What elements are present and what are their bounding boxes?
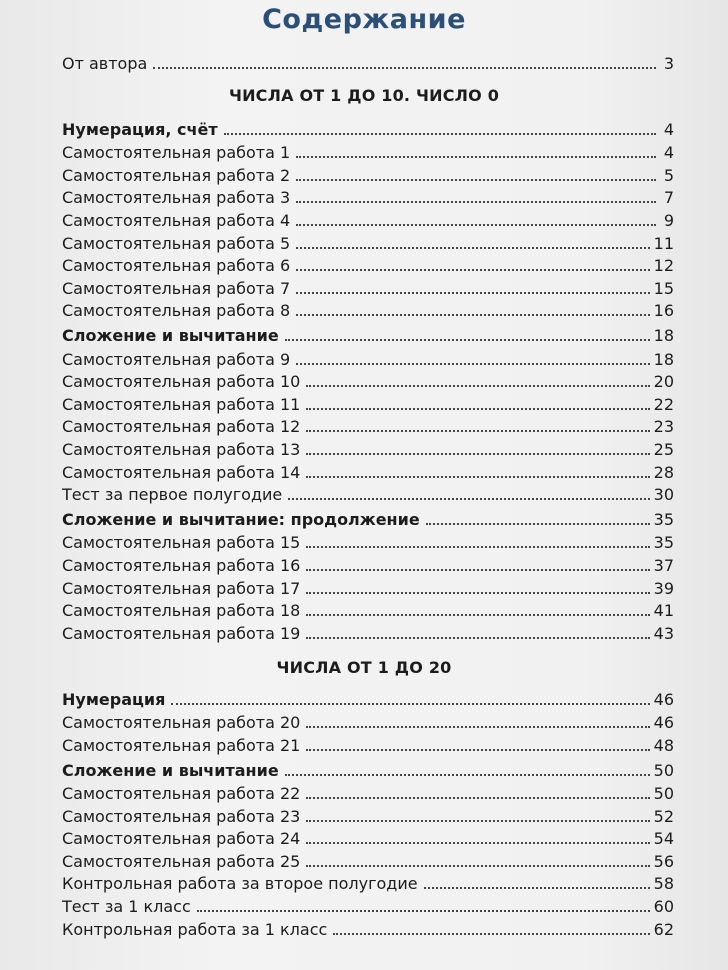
toc-page-number: 35 bbox=[653, 533, 674, 553]
toc-group-heading bbox=[62, 506, 674, 529]
dot-leader bbox=[306, 545, 649, 548]
toc-page-number: 4 bbox=[663, 120, 674, 139]
toc-entry-label: Самостоятельная работа 3 bbox=[62, 188, 291, 208]
dot-leader bbox=[306, 748, 649, 751]
toc-entry-label: Самостоятельная работа 8 bbox=[62, 301, 291, 321]
dot-leader bbox=[296, 178, 656, 181]
toc-entry bbox=[62, 230, 674, 253]
toc-entry bbox=[62, 825, 674, 848]
toc-entry bbox=[62, 436, 674, 459]
toc-page-number: 58 bbox=[653, 874, 674, 894]
dot-leader bbox=[306, 475, 649, 478]
toc-page-number: 48 bbox=[653, 735, 674, 755]
toc-entry-label: Самостоятельная работа 23 bbox=[62, 806, 301, 826]
toc-entry-label: Самостоятельная работа 1 bbox=[62, 143, 291, 163]
toc-page-number: 22 bbox=[653, 394, 674, 414]
toc-page-number: 28 bbox=[653, 462, 674, 482]
toc-page-number: 37 bbox=[653, 555, 674, 575]
toc-entry bbox=[62, 893, 674, 916]
dot-leader bbox=[197, 909, 650, 912]
toc-entry-label: Нумерация, счёт bbox=[62, 120, 218, 139]
dot-leader bbox=[296, 200, 656, 203]
toc-entry bbox=[62, 848, 674, 871]
dot-leader bbox=[306, 796, 649, 799]
toc-page-number: 35 bbox=[653, 510, 674, 530]
toc-entry-label: Тест за первое полугодие bbox=[62, 485, 283, 505]
toc-entry bbox=[62, 297, 674, 320]
dot-leader bbox=[306, 613, 649, 616]
toc-entry-label: Самостоятельная работа 2 bbox=[62, 165, 291, 185]
toc-entry-label: Самостоятельная работа 15 bbox=[62, 533, 301, 553]
toc-page-number: 20 bbox=[653, 372, 674, 392]
dot-leader bbox=[285, 773, 650, 776]
dot-leader bbox=[424, 886, 650, 889]
toc-entry bbox=[62, 597, 674, 620]
dot-leader bbox=[306, 429, 649, 432]
dot-leader bbox=[296, 268, 649, 271]
dot-leader bbox=[296, 291, 649, 294]
toc-entry bbox=[62, 575, 674, 598]
toc-page-number: 41 bbox=[653, 601, 674, 621]
toc-entry-label: Самостоятельная работа 21 bbox=[62, 735, 301, 755]
dot-leader bbox=[306, 591, 649, 594]
dot-leader bbox=[224, 132, 656, 135]
toc-entry bbox=[62, 139, 674, 162]
toc-entry-label: Самостоятельная работа 20 bbox=[62, 713, 301, 733]
toc-entry-label: Самостоятельная работа 7 bbox=[62, 278, 291, 298]
toc-page-number: 7 bbox=[663, 188, 674, 208]
toc-entry-label: Сложение и вычитание bbox=[62, 326, 279, 346]
toc-page-number: 18 bbox=[653, 326, 674, 346]
dot-leader bbox=[296, 313, 649, 316]
toc-page-number: 23 bbox=[653, 417, 674, 437]
toc-entry bbox=[62, 732, 674, 755]
toc-entry bbox=[62, 709, 674, 732]
toc-page-number: 54 bbox=[653, 829, 674, 849]
dot-leader bbox=[306, 452, 649, 455]
toc-group-heading bbox=[62, 322, 674, 345]
toc-page-number: 50 bbox=[653, 783, 674, 803]
toc-entry-label: Самостоятельная работа 19 bbox=[62, 623, 301, 643]
toc-entry-label: Самостоятельная работа 14 bbox=[62, 462, 301, 482]
dot-leader bbox=[296, 246, 649, 249]
toc-page-number: 39 bbox=[653, 578, 674, 598]
toc-page-number: 5 bbox=[663, 165, 674, 185]
dot-leader bbox=[306, 407, 649, 410]
toc-entry-label: Самостоятельная работа 16 bbox=[62, 555, 301, 575]
dot-leader bbox=[306, 636, 649, 639]
page-title: Содержание bbox=[262, 4, 466, 35]
toc-entry bbox=[62, 252, 674, 275]
dot-leader bbox=[306, 841, 649, 844]
toc-page-number: 56 bbox=[653, 851, 674, 871]
toc-entry-label: Контрольная работа за второе полугодие bbox=[62, 874, 418, 894]
toc-page-number: 46 bbox=[653, 713, 674, 733]
toc-section-heading: ЧИСЛА ОТ 1 ДО 10. ЧИСЛО 0 bbox=[228, 86, 500, 105]
toc-page-number: 43 bbox=[653, 623, 674, 643]
toc-entry-label: Самостоятельная работа 11 bbox=[62, 394, 301, 414]
toc-entry bbox=[62, 50, 674, 73]
toc-entry-label: Контрольная работа за 1 класс bbox=[62, 919, 328, 939]
toc-page-number: 12 bbox=[653, 256, 674, 276]
toc-entry-label: От автора bbox=[62, 54, 148, 73]
toc-entry-label: Самостоятельная работа 6 bbox=[62, 256, 291, 276]
dot-leader bbox=[306, 819, 649, 822]
toc-group-heading bbox=[62, 116, 674, 139]
dot-leader bbox=[426, 522, 650, 525]
dot-leader bbox=[306, 725, 649, 728]
toc-page-number: 30 bbox=[653, 485, 674, 505]
toc-entry-label: Самостоятельная работа 4 bbox=[62, 210, 291, 230]
toc-entry-label: Самостоятельная работа 25 bbox=[62, 851, 301, 871]
dot-leader bbox=[306, 384, 649, 387]
toc-group-heading bbox=[62, 757, 674, 780]
toc-group-heading bbox=[62, 686, 674, 709]
toc-entry bbox=[62, 184, 674, 207]
toc-entry bbox=[62, 529, 674, 552]
toc-entry bbox=[62, 207, 674, 230]
toc-entry bbox=[62, 620, 674, 643]
toc-entry bbox=[62, 552, 674, 575]
toc-page-number: 3 bbox=[663, 54, 674, 73]
toc-page-number: 60 bbox=[653, 896, 674, 916]
toc-entry-label: Нумерация bbox=[62, 690, 166, 709]
dot-leader bbox=[171, 702, 649, 705]
toc-entry bbox=[62, 870, 674, 893]
toc-entry bbox=[62, 481, 674, 504]
toc-entry bbox=[62, 346, 674, 369]
toc-entry-label: Самостоятельная работа 9 bbox=[62, 349, 291, 369]
toc-entry bbox=[62, 275, 674, 298]
dot-leader bbox=[333, 932, 649, 935]
toc-entry bbox=[62, 391, 674, 414]
toc-page-number: 15 bbox=[653, 278, 674, 298]
toc-page-number: 9 bbox=[663, 210, 674, 230]
toc-entry-label: Сложение и вычитание bbox=[62, 760, 279, 780]
toc-page-number: 16 bbox=[653, 301, 674, 321]
dot-leader bbox=[296, 362, 649, 365]
toc-entry bbox=[62, 162, 674, 185]
toc-entry-label: Сложение и вычитание: продолжение bbox=[62, 510, 420, 530]
dot-leader bbox=[296, 155, 656, 158]
toc-page-number: 4 bbox=[663, 143, 674, 163]
toc-entry bbox=[62, 916, 674, 939]
toc-entry-label: Самостоятельная работа 24 bbox=[62, 829, 301, 849]
toc-entry-label: Самостоятельная работа 12 bbox=[62, 417, 301, 437]
dot-leader bbox=[285, 338, 650, 341]
toc-entry bbox=[62, 459, 674, 482]
dot-leader bbox=[306, 864, 649, 867]
toc-page-number: 46 bbox=[653, 690, 674, 709]
toc-page-number: 62 bbox=[653, 919, 674, 939]
toc-entry-label: Самостоятельная работа 17 bbox=[62, 578, 301, 598]
toc-entry-label: Самостоятельная работа 22 bbox=[62, 783, 301, 803]
toc-entry-label: Самостоятельная работа 10 bbox=[62, 372, 301, 392]
toc-entry bbox=[62, 413, 674, 436]
toc-entry-label: Самостоятельная работа 13 bbox=[62, 439, 301, 459]
toc-page-number: 18 bbox=[653, 349, 674, 369]
toc-section-heading: ЧИСЛА ОТ 1 ДО 20 bbox=[276, 658, 452, 677]
dot-leader bbox=[296, 223, 656, 226]
toc-page-number: 50 bbox=[653, 760, 674, 780]
toc-entry bbox=[62, 780, 674, 803]
toc-page-number: 25 bbox=[653, 439, 674, 459]
toc-entry-label: Тест за 1 класс bbox=[62, 896, 191, 916]
toc-page-number: 52 bbox=[653, 806, 674, 826]
dot-leader bbox=[288, 497, 649, 500]
toc-entry bbox=[62, 368, 674, 391]
toc-entry-label: Самостоятельная работа 18 bbox=[62, 601, 301, 621]
toc-entry-label: Самостоятельная работа 5 bbox=[62, 233, 291, 253]
dot-leader bbox=[306, 568, 649, 571]
toc-page-number: 11 bbox=[653, 233, 674, 253]
toc-entry bbox=[62, 803, 674, 826]
dot-leader bbox=[153, 66, 656, 69]
